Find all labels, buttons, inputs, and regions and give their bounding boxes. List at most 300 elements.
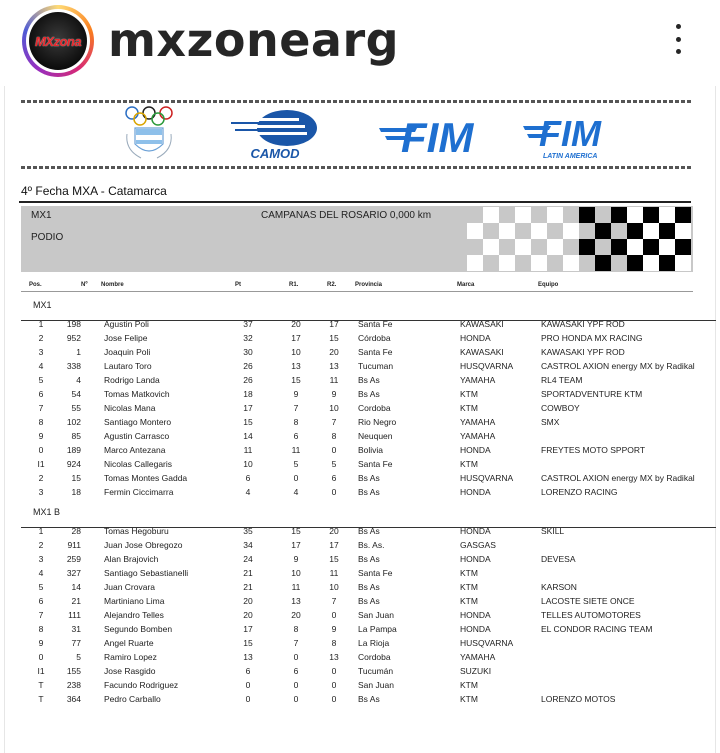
cell-brand: YAMAHA — [460, 652, 496, 662]
cell-num: 28 — [71, 526, 81, 536]
checker-square — [563, 223, 579, 239]
cell-prov: San Juan — [358, 610, 394, 620]
cell-num: 364 — [66, 694, 81, 704]
cell-pos: 3 — [38, 347, 44, 357]
cell-team: FREYTES MOTO SPPORT — [541, 445, 646, 455]
cell-pos: 6 — [38, 596, 44, 606]
cell-prov: Santa Fe — [358, 319, 393, 329]
checker-square — [643, 223, 659, 239]
cell-num: 54 — [71, 389, 81, 399]
table-row — [5, 608, 717, 622]
cell-pos: 3 — [38, 554, 44, 564]
table-row — [5, 678, 717, 692]
cell-name: Marco Antezana — [104, 445, 166, 455]
cell-pts: 0 — [245, 680, 251, 690]
cell-pts: 6 — [245, 473, 251, 483]
cell-r2: 15 — [329, 333, 339, 343]
cell-prov: Tucumán — [358, 666, 394, 676]
cell-r2: 11 — [329, 568, 339, 578]
cell-num: 31 — [71, 624, 81, 634]
cell-r2: 7 — [331, 596, 337, 606]
cell-num: 14 — [71, 582, 81, 592]
cell-num: 198 — [66, 319, 81, 329]
checker-square — [675, 223, 691, 239]
cell-brand: KTM — [460, 459, 478, 469]
checker-square — [467, 255, 483, 271]
cell-name: Tomas Montes Gadda — [104, 473, 188, 483]
checker-square — [547, 207, 563, 223]
cell-pos: 2 — [38, 473, 44, 483]
cell-team: CASTROL AXION energy MX by Radikal — [541, 473, 695, 483]
fim-la-subtitle: LATIN AMERICA — [543, 153, 598, 160]
cell-team: CASTROL AXION energy MX by Radikal — [541, 361, 695, 371]
cell-prov: Bs As — [358, 582, 380, 592]
cell-r1: 4 — [293, 487, 299, 497]
cell-r1: 5 — [293, 459, 299, 469]
cell-name: Alejandro Telles — [104, 610, 164, 620]
cell-team: DEVESA — [541, 554, 576, 564]
cell-r2: 0 — [331, 487, 337, 497]
cell-name: Jose Felipe — [104, 333, 148, 343]
cell-team: SKILL — [541, 526, 565, 536]
cell-brand: YAMAHA — [460, 375, 496, 385]
cell-pts: 21 — [243, 582, 253, 592]
cell-pts: 18 — [243, 389, 253, 399]
cell-pts: 15 — [243, 417, 253, 427]
cell-r2: 8 — [331, 638, 337, 648]
fim-latin-america-logo — [521, 110, 621, 162]
cell-pos: T — [38, 680, 44, 690]
col-header-pos: Pos. — [29, 282, 42, 288]
checker-square — [515, 239, 531, 255]
cell-prov: Bs As — [358, 596, 380, 606]
cell-pts: 35 — [243, 526, 253, 536]
cell-pos: 8 — [38, 624, 44, 634]
cell-brand: HUSQVARNA — [460, 361, 514, 371]
checker-square — [595, 223, 611, 239]
cell-brand: KTM — [460, 403, 478, 413]
podio-label: PODIO — [31, 232, 64, 243]
cell-r1: 6 — [293, 666, 299, 676]
cell-prov: Neuquen — [358, 431, 393, 441]
cell-pos: 7 — [38, 610, 44, 620]
bottom-dashed-rule — [21, 166, 691, 169]
cell-num: 21 — [71, 596, 81, 606]
cell-team: SMX — [541, 417, 560, 427]
cell-brand: KTM — [460, 389, 478, 399]
cell-pts: 14 — [243, 431, 253, 441]
cell-name: Agustin Carrasco — [104, 431, 170, 441]
cell-num: 924 — [66, 459, 81, 469]
table-row — [5, 429, 717, 443]
cell-brand: HONDA — [460, 445, 491, 455]
checker-square — [643, 239, 659, 255]
cell-brand: KAWASAKI — [460, 319, 504, 329]
col-header-prov: Provincia — [355, 282, 383, 288]
cell-name: Fermin Ciccimarra — [104, 487, 174, 497]
olympic-committee-logo — [121, 104, 177, 162]
col-header-r1: R1. — [289, 282, 299, 288]
table-row — [5, 443, 717, 457]
cell-brand: HONDA — [460, 487, 491, 497]
cell-num: 4 — [76, 375, 81, 385]
cell-r1: 0 — [293, 473, 299, 483]
cell-r1: 8 — [293, 417, 299, 427]
checker-square — [547, 239, 563, 255]
col-header-team: Equipo — [538, 282, 559, 288]
cell-team: KAWASAKI YPF ROD — [541, 319, 625, 329]
cell-r2: 13 — [329, 652, 339, 662]
checker-square — [499, 223, 515, 239]
table-row — [5, 524, 717, 538]
checker-square — [659, 207, 675, 223]
cell-r2: 0 — [331, 680, 337, 690]
cell-brand: YAMAHA — [460, 417, 496, 427]
cell-pos: 6 — [38, 389, 44, 399]
cell-team: KARSON — [541, 582, 577, 592]
table-row — [5, 359, 717, 373]
column-header-rule — [21, 291, 693, 292]
cell-team: KAWASAKI YPF ROD — [541, 347, 625, 357]
cell-r1: 17 — [291, 333, 301, 343]
fim-logo — [377, 110, 493, 158]
cell-pos: 4 — [38, 568, 44, 578]
table-row — [5, 415, 717, 429]
checker-square — [531, 223, 547, 239]
cell-name: Tomas Matkovich — [104, 389, 170, 399]
checker-square — [579, 207, 595, 223]
cell-brand: KTM — [460, 680, 478, 690]
section-label: MX1 — [33, 300, 52, 310]
cell-name: Santiago Montero — [104, 417, 172, 427]
table-row — [5, 566, 717, 580]
cell-brand: YAMAHA — [460, 431, 496, 441]
table-row — [5, 485, 717, 499]
cell-pts: 30 — [243, 347, 253, 357]
cell-num: 18 — [71, 487, 81, 497]
cell-pos: I1 — [37, 459, 45, 469]
table-row — [5, 401, 717, 415]
cell-pts: 17 — [243, 403, 253, 413]
cell-r1: 15 — [291, 375, 301, 385]
cell-name: Juan Crovara — [104, 582, 156, 592]
checker-square — [611, 239, 627, 255]
cell-prov: Cordoba — [358, 652, 391, 662]
cell-brand: HONDA — [460, 624, 491, 634]
cell-num: 77 — [71, 638, 81, 648]
cell-prov: Bs As — [358, 473, 380, 483]
cell-r2: 20 — [329, 347, 339, 357]
cell-pos: T — [38, 694, 44, 704]
cell-r2: 13 — [329, 361, 339, 371]
cell-r1: 8 — [293, 624, 299, 634]
cell-r2: 7 — [331, 417, 337, 427]
table-row — [5, 387, 717, 401]
cell-num: 189 — [66, 445, 81, 455]
cell-name: Facundo Rodriguez — [104, 680, 179, 690]
cell-r1: 0 — [293, 680, 299, 690]
col-header-pts: Pt — [235, 282, 241, 288]
cell-pts: 11 — [243, 445, 253, 455]
venue-label: CAMPANAS DEL ROSARIO 0,000 km — [261, 210, 432, 221]
cell-prov: Rio Negro — [358, 417, 397, 427]
cell-r2: 11 — [329, 375, 339, 385]
cell-pts: 21 — [243, 568, 253, 578]
cell-num: 85 — [71, 431, 81, 441]
cell-name: Angel Ruarte — [104, 638, 154, 648]
table-row — [5, 317, 717, 331]
results-document — [4, 86, 716, 753]
checkered-flag-graphic — [449, 206, 693, 272]
table-row — [5, 331, 717, 345]
cell-prov: Bs As — [358, 694, 380, 704]
cell-name: Martiniano Lima — [104, 596, 165, 606]
cell-r2: 5 — [331, 459, 337, 469]
cell-prov: La Pampa — [358, 624, 397, 634]
cell-brand: HUSQVARNA — [460, 638, 514, 648]
cell-num: 111 — [68, 610, 81, 620]
checker-square — [627, 207, 643, 223]
cell-team: COWBOY — [541, 403, 580, 413]
cell-r1: 11 — [291, 445, 301, 455]
cell-r1: 13 — [291, 596, 301, 606]
cell-brand: KAWASAKI — [460, 347, 504, 357]
cell-pts: 24 — [243, 554, 253, 564]
col-header-brand: Marca — [457, 282, 475, 288]
cell-name: Alan Brajovich — [104, 554, 159, 564]
cell-name: Juan Jose Obregozo — [104, 540, 183, 550]
cell-name: Nicolas Mana — [104, 403, 156, 413]
cell-prov: Santa Fe — [358, 347, 393, 357]
checker-square — [467, 223, 483, 239]
cell-pts: 0 — [245, 694, 251, 704]
table-row — [5, 594, 717, 608]
cell-prov: Bs. As. — [358, 540, 385, 550]
avatar-logo-text: MXzona — [34, 33, 82, 49]
cell-pos: 1 — [38, 526, 44, 536]
col-header-name: Nombre — [101, 282, 124, 288]
cell-r1: 20 — [291, 610, 301, 620]
class-label: MX1 — [31, 210, 52, 221]
cell-r2: 15 — [329, 554, 339, 564]
cell-num: 338 — [66, 361, 81, 371]
checker-square — [483, 239, 499, 255]
cell-team: SPORTADVENTURE KTM — [541, 389, 643, 399]
table-row — [5, 580, 717, 594]
more-vertical-icon[interactable] — [668, 22, 688, 56]
cell-pos: 4 — [38, 361, 44, 371]
checker-square — [579, 239, 595, 255]
checker-square — [515, 207, 531, 223]
cell-pts: 6 — [245, 666, 251, 676]
cell-prov: Bs As — [358, 526, 380, 536]
table-row — [5, 664, 717, 678]
cell-r2: 0 — [331, 445, 337, 455]
cell-name: Joaquin Poli — [104, 347, 151, 357]
checker-square — [643, 207, 659, 223]
cell-prov: Bs As — [358, 487, 380, 497]
username-link[interactable]: mxzonearg — [108, 13, 400, 67]
checker-square — [643, 255, 659, 271]
cell-r1: 0 — [293, 694, 299, 704]
cell-pts: 26 — [243, 361, 253, 371]
checker-square — [563, 255, 579, 271]
cell-r1: 7 — [293, 638, 299, 648]
cell-pts: 20 — [243, 596, 253, 606]
cell-prov: Santa Fe — [358, 459, 393, 469]
cell-brand: KTM — [460, 582, 478, 592]
cell-pos: 5 — [38, 375, 44, 385]
cell-r2: 9 — [331, 624, 337, 634]
cell-brand: SUZUKI — [460, 666, 492, 676]
avatar[interactable] — [22, 5, 94, 77]
cell-pts: 32 — [243, 333, 253, 343]
cell-brand: KTM — [460, 568, 478, 578]
checker-square — [627, 255, 643, 271]
checker-square — [675, 239, 691, 255]
cell-r2: 10 — [329, 403, 339, 413]
cell-r2: 10 — [329, 582, 339, 592]
cell-prov: Tucuman — [358, 361, 394, 371]
checker-square — [659, 239, 675, 255]
cell-prov: Santa Fe — [358, 568, 393, 578]
cell-brand: KTM — [460, 596, 478, 606]
cell-prov: San Juan — [358, 680, 394, 690]
cell-r2: 17 — [329, 540, 339, 550]
cell-pts: 26 — [243, 375, 253, 385]
post-header — [0, 0, 720, 82]
cell-num: 911 — [67, 540, 81, 550]
cell-name: Agustin Poli — [104, 319, 149, 329]
table-row — [5, 538, 717, 552]
cell-r2: 6 — [331, 473, 337, 483]
cell-name: Rodrigo Landa — [104, 375, 160, 385]
cell-name: Tomas Hegoburu — [104, 526, 169, 536]
checker-square — [627, 223, 643, 239]
cell-pos: 9 — [38, 638, 44, 648]
cell-r1: 10 — [291, 347, 301, 357]
cell-pts: 10 — [243, 459, 253, 469]
top-dashed-rule — [21, 100, 691, 103]
cell-brand: HONDA — [460, 526, 491, 536]
cell-team: RL4 TEAM — [541, 375, 583, 385]
cell-r1: 17 — [291, 540, 301, 550]
table-row — [5, 552, 717, 566]
cell-team: LORENZO MOTOS — [541, 694, 616, 704]
cell-team: LORENZO RACING — [541, 487, 618, 497]
cell-r1: 13 — [291, 361, 301, 371]
cell-r1: 9 — [293, 389, 299, 399]
camod-logo — [225, 108, 325, 162]
checker-square — [659, 255, 675, 271]
cell-pos: 0 — [38, 652, 44, 662]
checker-square — [659, 223, 675, 239]
cell-r1: 20 — [291, 319, 301, 329]
cell-r1: 9 — [293, 554, 299, 564]
cell-brand: HONDA — [460, 333, 491, 343]
col-header-num: Nº — [81, 282, 88, 288]
table-row — [5, 636, 717, 650]
cell-team: TELLES AUTOMOTORES — [541, 610, 641, 620]
checker-square — [595, 255, 611, 271]
cell-r2: 8 — [331, 431, 337, 441]
cell-pts: 20 — [243, 610, 253, 620]
cell-num: 238 — [66, 680, 81, 690]
cell-pts: 15 — [243, 638, 253, 648]
table-row — [5, 692, 717, 706]
checker-square — [483, 207, 499, 223]
checker-square — [675, 255, 691, 271]
cell-r2: 0 — [331, 666, 337, 676]
cell-num: 952 — [66, 333, 81, 343]
checker-square — [531, 255, 547, 271]
cell-num: 155 — [66, 666, 81, 676]
table-row — [5, 345, 717, 359]
cell-num: 15 — [71, 473, 81, 483]
cell-pos: 0 — [38, 445, 44, 455]
cell-r1: 15 — [291, 526, 301, 536]
cell-num: 55 — [71, 403, 81, 413]
cell-pos: 2 — [38, 333, 44, 343]
cell-pts: 34 — [243, 540, 253, 550]
table-row — [5, 373, 717, 387]
cell-brand: HONDA — [460, 610, 491, 620]
cell-pts: 37 — [243, 319, 253, 329]
cell-r2: 9 — [331, 389, 337, 399]
cell-r2: 17 — [329, 319, 339, 329]
cell-name: Nicolas Callegaris — [104, 459, 173, 469]
cell-r1: 6 — [293, 431, 299, 441]
cell-r1: 0 — [293, 652, 299, 662]
cell-num: 102 — [66, 417, 81, 427]
cell-r1: 11 — [291, 582, 301, 592]
cell-name: Lautaro Toro — [104, 361, 152, 371]
cell-prov: Córdoba — [358, 333, 391, 343]
checker-square — [627, 239, 643, 255]
cell-prov: Bolivia — [358, 445, 384, 455]
cell-team: LACOSTE SIETE ONCE — [541, 596, 635, 606]
class-banner — [21, 206, 693, 272]
cell-name: Jose Rasgido — [104, 666, 156, 676]
title-rule — [19, 201, 691, 203]
cell-r2: 20 — [329, 526, 339, 536]
cell-name: Segundo Bomben — [104, 624, 173, 634]
cell-pos: 5 — [38, 582, 44, 592]
checker-square — [675, 207, 691, 223]
cell-num: 1 — [76, 347, 81, 357]
cell-pos: 9 — [38, 431, 44, 441]
cell-pos: 1 — [38, 319, 44, 329]
cell-num: 259 — [66, 554, 81, 564]
cell-pos: 3 — [38, 487, 44, 497]
cell-pts: 17 — [243, 624, 253, 634]
cell-pos: 7 — [38, 403, 44, 413]
cell-name: Santiago Sebastianelli — [104, 568, 189, 578]
table-row — [5, 650, 717, 664]
cell-brand: HONDA — [460, 554, 491, 564]
cell-name: Pedro Carballo — [104, 694, 161, 704]
cell-prov: Bs As — [358, 375, 380, 385]
camod-logo-text: CAMOD — [250, 146, 300, 161]
cell-pts: 13 — [243, 652, 253, 662]
cell-r1: 10 — [291, 568, 301, 578]
cell-pts: 4 — [245, 487, 251, 497]
cell-pos: 8 — [38, 417, 44, 427]
cell-r1: 7 — [293, 403, 299, 413]
checker-square — [499, 255, 515, 271]
cell-num: 327 — [66, 568, 81, 578]
fim-logo-text: FIM — [401, 114, 474, 158]
